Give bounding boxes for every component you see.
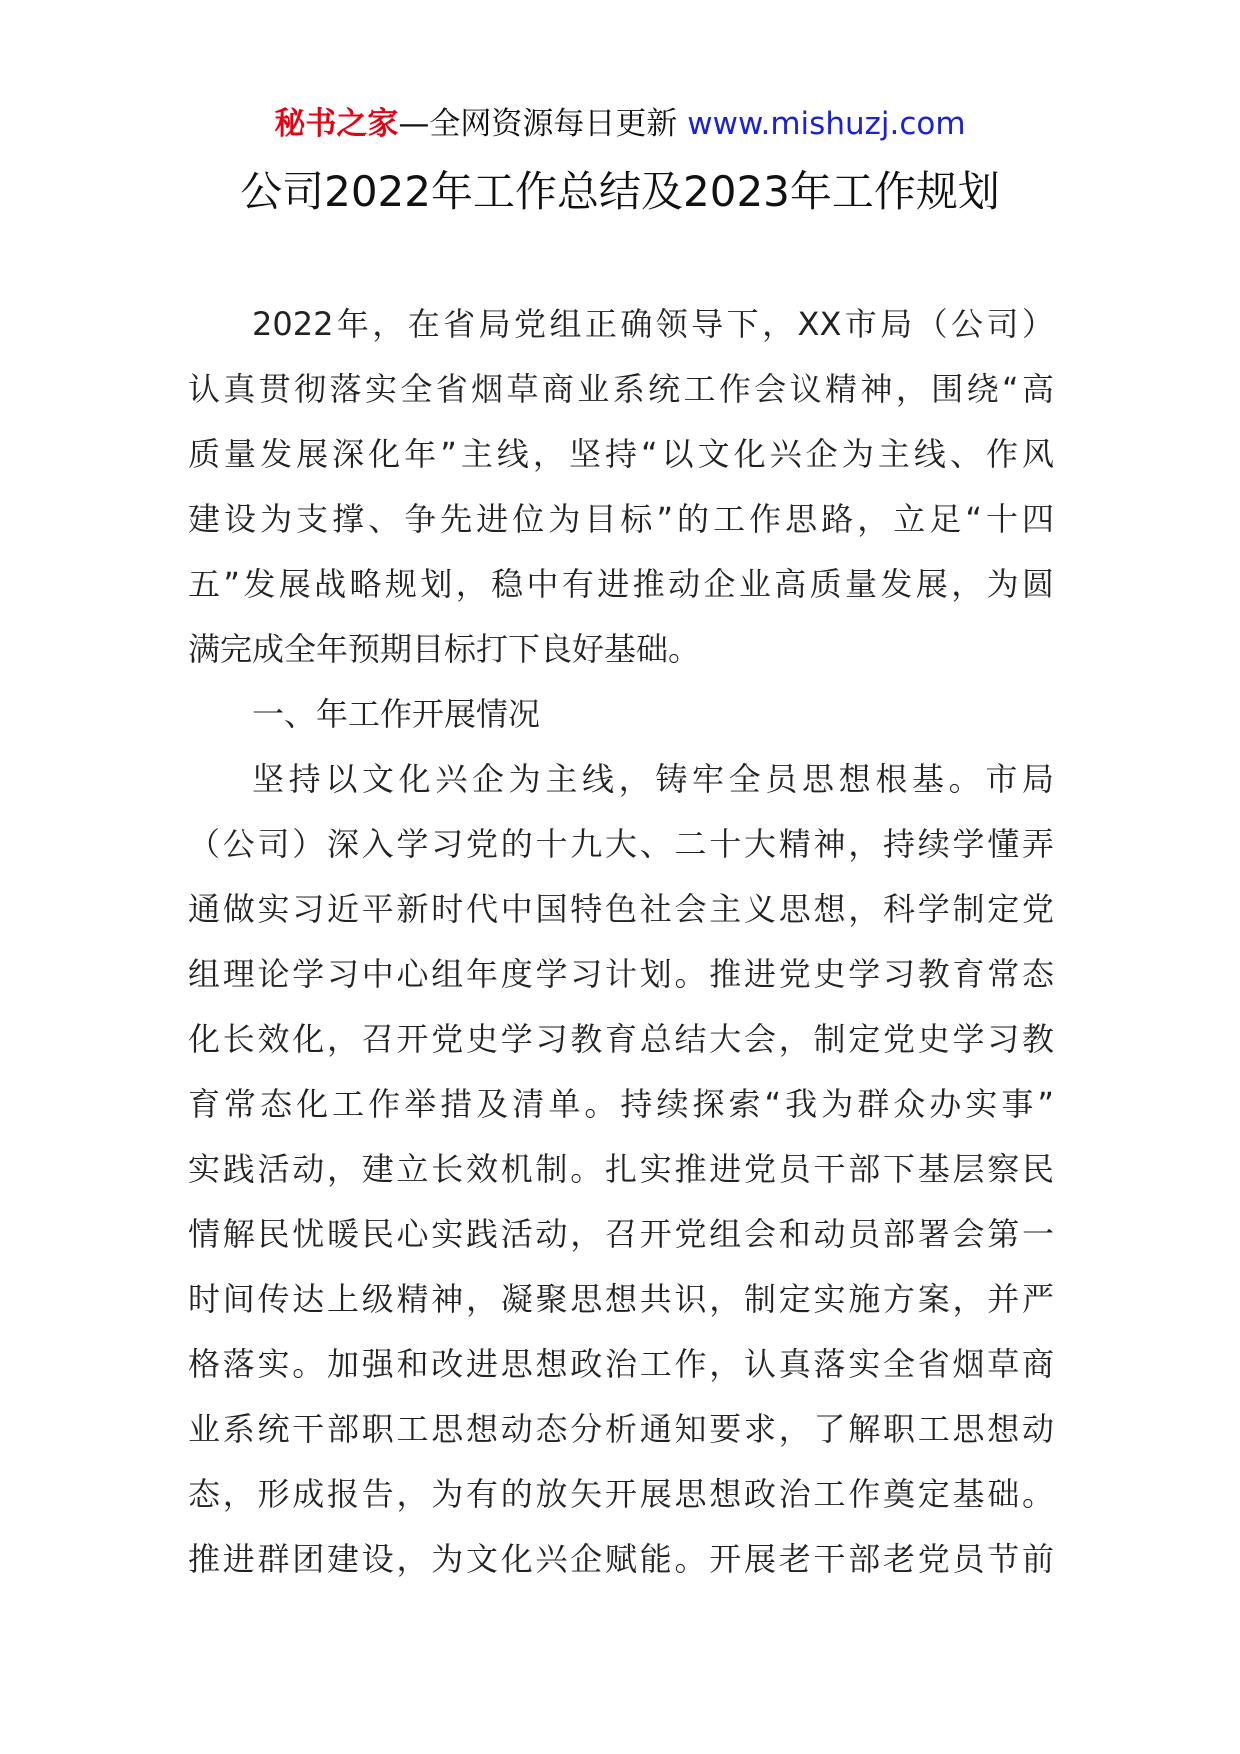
paragraph-culture (188, 747, 1054, 1592)
text-line: 实践活动，建立长效机制。扎实推进党员干部下基层察民 (188, 1150, 1054, 1188)
text-line: 情解民忧暖民心实践活动，召开党组会和动员部署会第一 (188, 1215, 1054, 1253)
text-line: 组理论学习中心组年度学习计划。推进党史学习教育常态 (188, 955, 1054, 993)
text-line: 化长效化，召开党史学习教育总结大会，制定党史学习教 (188, 1020, 1054, 1058)
text-line: 质量发展深化年”主线，坚持“以文化兴企为主线、作风 (188, 435, 1054, 473)
document-title: 公司2022年工作总结及2023年工作规划 (240, 167, 1000, 216)
site-url-link[interactable]: www.mishuzj.com (687, 106, 966, 142)
text-line: 态，形成报告，为有的放矢开展思想政治工作奠定基础。 (188, 1475, 1054, 1513)
document-body (188, 292, 1054, 1592)
text-line: 业系统干部职工思想动态分析通知要求，了解职工思想动 (188, 1410, 1054, 1448)
text-line: 建设为支撑、争先进位为目标”的工作思路，立足“十四 (188, 500, 1054, 538)
text-line: 格落实。加强和改进思想政治工作，认真落实全省烟草商 (188, 1345, 1054, 1383)
text-line: 推进群团建设，为文化兴企赋能。开展老干部老党员节前 (188, 1540, 1054, 1578)
text-line: 2022年，在省局党组正确领导下，XX市局（公司） (252, 305, 1054, 343)
section-heading (188, 682, 1054, 747)
text-line: 通做实习近平新时代中国特色社会主义思想，科学制定党 (188, 890, 1054, 928)
text-line: 坚持以文化兴企为主线，铸牢全员思想根基。市局 (252, 760, 1054, 798)
paragraph-intro (188, 292, 1054, 682)
text-line: 育常态化工作举措及清单。持续探索“我为群众办实事” (188, 1085, 1054, 1123)
text-line: （公司）深入学习党的十九大、二十大精神，持续学懂弄 (188, 825, 1054, 863)
text-line: 时间传达上级精神，凝聚思想共识，制定实施方案，并严 (188, 1280, 1054, 1318)
section-heading-text: 一、年工作开展情况 (252, 695, 541, 733)
site-header (0, 104, 1240, 144)
text-line: 满完成全年预期目标打下良好基础。 (188, 630, 701, 668)
text-line: 五”发展战略规划，稳中有进推动企业高质量发展，为圆 (188, 565, 1054, 603)
header-tagline: —全网资源每日更新 (398, 106, 678, 142)
text-line: 认真贯彻落实全省烟草商业系统工作会议精神，围绕“高 (188, 370, 1054, 408)
brand-name: 秘书之家 (274, 106, 399, 142)
